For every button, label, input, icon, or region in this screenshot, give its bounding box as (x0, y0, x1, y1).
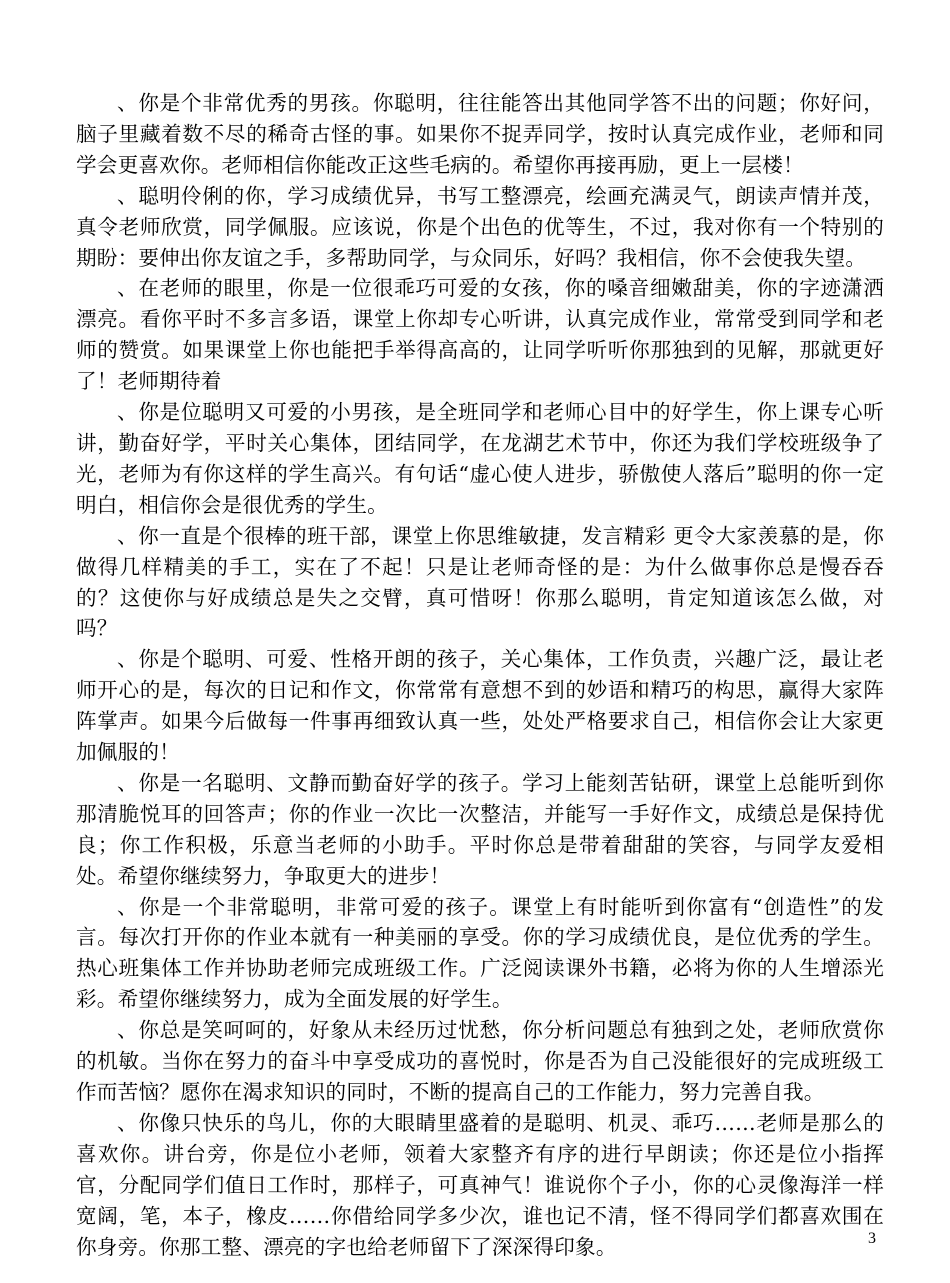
comment-paragraph-7: 、你是一名聪明、文静而勤奋好学的孩子。学习上能刻苦钻研，课堂上总能听到你那清脆悦耳的回答声；你的作业一次比一次整洁，并能写一手好作文，成绩总是保持优良；你工作积极，乐意当老师的小助手。平时你总是带着甜甜的笑容，与同学友爱相处。希望你继续努力，争取更大的进步！ (76, 770, 884, 888)
comment-paragraph-4: 、你是位聪明又可爱的小男孩，是全班同学和老师心目中的好学生，你上课专心听讲，勤奋好学，平时关心集体，团结同学，在龙湖艺术节中，你还为我们学校班级争了光，老师为有你这样的学生高兴。有句话“虚心使人进步，骄傲使人落后”聪明的你一定明白，相信你会是很优秀的学生。 (76, 400, 884, 517)
comment-paragraph-1: 、你是个非常优秀的男孩。你聪明，往往能答出其他同学答不出的问题；你好问，脑子里藏着数不尽的稀奇古怪的事。如果你不捉弄同学，按时认真完成作业，老师和同学会更喜欢你。老师相信你能改正这些毛病的。希望你再接再励，更上一层楼！ (76, 91, 884, 177)
comment-paragraph-3: 、在老师的眼里，你是一位很乖巧可爱的女孩，你的嗓音细嫩甜美，你的字迹潇洒漂亮。看你平时不多言多语，课堂上你却专心听讲，认真完成作业，常常受到同学和老师的赞赏。如果课堂上你也能把手举得高高的，让同学听听你那独到的见解，那就更好了！老师期待着 (76, 276, 884, 394)
comment-paragraph-5: 、你一直是个很棒的班干部，课堂上你思维敏捷，发言精彩 更令大家羡慕的是，你做得几样精美的手工，实在了不起！只是让老师奇怪的是：为什么做事你总是慢吞吞的？这使你与好成绩总是失之交臂，真可惜呀！你那么聪明，肯定知道该怎么做，对吗？ (76, 523, 884, 641)
comment-paragraph-6: 、你是个聪明、可爱、性格开朗的孩子，关心集体，工作负责，兴趣广泛，最让老师开心的是，每次的日记和作文，你常常有意想不到的妙语和精巧的构思，赢得大家阵阵掌声。如果今后做每一件事再细致认真一些，处处严格要求自己，相信你会让大家更加佩服的！ (76, 647, 884, 765)
comment-paragraph-10: 、你像只快乐的鸟儿，你的大眼睛里盛着的是聪明、机灵、乖巧……老师是那么的喜欢你。讲台旁，你是位小老师，领着大家整齐有序的进行早朗读；你还是位小指挥官，分配同学们值日工作时，那样子，可真神气！谁说你个子小，你的心灵像海洋一样宽阔，笔，本子，橡皮……你借给同学多少次，谁也记不清，怪不得同学们都喜欢围在你身旁。你那工整、漂亮的字也给老师留下了深深得印象。 (76, 1110, 884, 1259)
page-number: 3 (868, 1230, 876, 1247)
comment-paragraph-9: 、你总是笑呵呵的，好象从未经历过忧愁，你分析问题总有独到之处，老师欣赏你的机敏。当你在努力的奋斗中享受成功的喜悦时，你是否为自己没能很好的完成班级工作而苦恼？愿你在渴求知识的同时，不断的提高自己的工作能力，努力完善自我。 (76, 1018, 884, 1104)
comment-paragraph-8: 、你是一个非常聪明，非常可爱的孩子。课堂上有时能听到你富有“创造性”的发言。每次打开你的作业本就有一种美丽的享受。你的学习成绩优良，是位优秀的学生。热心班集体工作并协助老师完成班级工作。广泛阅读课外书籍，必将为你的人生增添光彩。希望你继续努力，成为全面发展的好学生。 (76, 894, 884, 1012)
document-body (76, 88, 884, 1262)
comment-paragraph-2: 、聪明伶俐的你，学习成绩优异，书写工整漂亮，绘画充满灵气，朗读声情并茂，真令老师欣赏，同学佩服。应该说，你是个出色的优等生，不过，我对你有一个特别的期盼：要伸出你友谊之手，多帮助同学，与众同乐，好吗？我相信，你不会使我失望。 (76, 183, 884, 270)
